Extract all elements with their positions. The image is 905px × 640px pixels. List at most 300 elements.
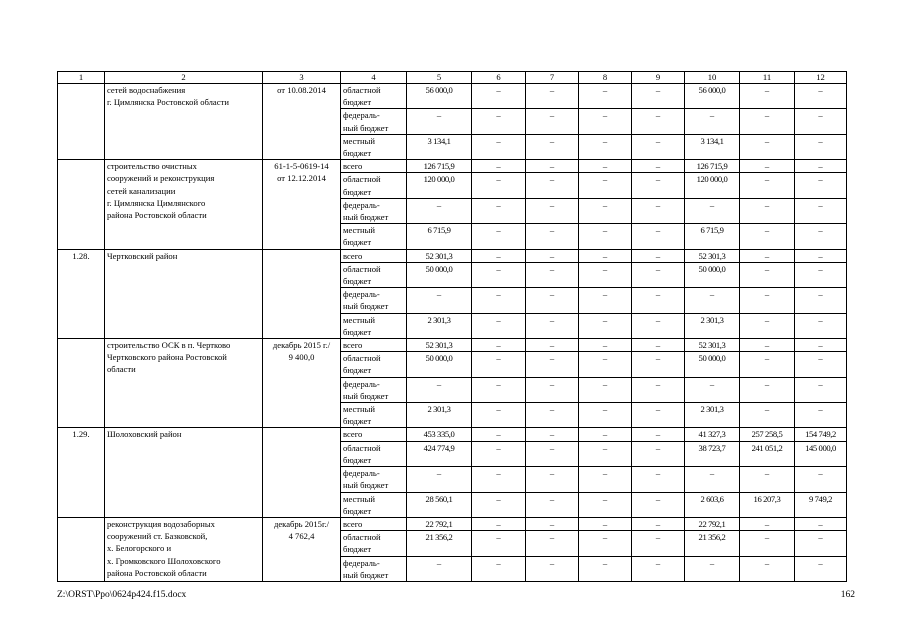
value-cell: – — [579, 84, 632, 109]
item-number-cell — [58, 84, 105, 160]
cell-line: всего — [343, 250, 363, 261]
cell-line: бюджет — [343, 416, 372, 427]
header-cell: 10 — [685, 72, 740, 84]
value-cell: – — [632, 134, 685, 159]
value-cell: – — [795, 339, 847, 352]
value-cell: – — [472, 428, 526, 441]
cell-line: федераль- — [343, 110, 380, 121]
cell-line: района Ростовской области — [107, 567, 207, 578]
cell-line: сооружений ст. Базковской, — [107, 531, 208, 542]
value-cell: 52 301,3 — [685, 249, 740, 262]
value-cell: 21 356,2 — [407, 531, 472, 556]
value-cell: – — [632, 428, 685, 441]
funding-source-cell — [341, 492, 407, 517]
value-cell: – — [579, 403, 632, 428]
value-cell: – — [579, 134, 632, 159]
cell-line: ный бюджет — [343, 122, 389, 133]
object-name-cell — [105, 339, 263, 428]
value-cell: – — [526, 173, 579, 198]
cell-line: ный бюджет — [343, 212, 389, 223]
value-cell: – — [685, 198, 740, 223]
table-body — [58, 72, 847, 582]
cell-line: 61-1-5-0619-14 — [274, 161, 329, 172]
cell-line: всего — [343, 161, 363, 172]
value-cell: – — [472, 249, 526, 262]
cell-line: района Ростовской области — [107, 210, 207, 221]
value-cell: – — [632, 556, 685, 581]
cell-line: всего — [343, 340, 363, 351]
value-cell: – — [740, 109, 795, 134]
value-cell: 6 715,9 — [685, 224, 740, 249]
item-number-cell: 1.28. — [58, 249, 105, 338]
value-cell: 6 715,9 — [407, 224, 472, 249]
value-cell: – — [579, 531, 632, 556]
value-cell: 50 000,0 — [407, 262, 472, 287]
funding-source-cell — [341, 173, 407, 198]
cell-line: областной — [343, 442, 381, 453]
value-cell: – — [526, 339, 579, 352]
document-path: Z:\ORST\Ppo\0624p424.f15.docx — [57, 590, 187, 600]
value-cell: 424 774,9 — [407, 441, 472, 466]
value-cell: – — [579, 441, 632, 466]
header-cell: 11 — [740, 72, 795, 84]
value-cell: – — [407, 467, 472, 492]
funding-source-cell — [341, 160, 407, 173]
value-cell: – — [795, 249, 847, 262]
value-cell: – — [526, 531, 579, 556]
cell-line: декабрь 2015 г./ — [272, 340, 331, 351]
value-cell: – — [795, 313, 847, 338]
cell-line: федераль- — [343, 289, 380, 300]
value-cell: – — [632, 109, 685, 134]
value-cell: 22 792,1 — [407, 517, 472, 530]
funding-source-cell — [341, 313, 407, 338]
value-cell: – — [579, 339, 632, 352]
value-cell: 50 000,0 — [685, 352, 740, 377]
value-cell: – — [632, 352, 685, 377]
value-cell: – — [472, 531, 526, 556]
value-cell: – — [526, 84, 579, 109]
funding-source-cell — [341, 556, 407, 581]
document-cell — [263, 84, 341, 160]
header-cell: 6 — [472, 72, 526, 84]
value-cell: – — [740, 313, 795, 338]
value-cell: – — [526, 441, 579, 466]
value-cell: – — [526, 224, 579, 249]
value-cell: 50 000,0 — [685, 262, 740, 287]
value-cell: – — [795, 403, 847, 428]
cell-line: местный — [343, 493, 376, 504]
cell-line: от 12.12.2014 — [277, 173, 326, 184]
value-cell: – — [579, 224, 632, 249]
value-cell: 52 301,3 — [685, 339, 740, 352]
value-cell: 2 301,3 — [685, 403, 740, 428]
value-cell: – — [579, 467, 632, 492]
cell-line: всего — [343, 429, 363, 440]
cell-line: области — [107, 364, 136, 375]
value-cell: – — [472, 288, 526, 313]
item-number-cell — [58, 517, 105, 581]
cell-line: бюджет — [343, 276, 372, 287]
cell-line: областной — [343, 263, 381, 274]
value-cell: – — [407, 198, 472, 223]
funding-source-cell — [341, 249, 407, 262]
cell-line: г. Цимлянска Ростовской области — [107, 97, 229, 108]
value-cell: – — [740, 556, 795, 581]
value-cell: – — [526, 556, 579, 581]
funding-source-cell — [341, 198, 407, 223]
table-row — [58, 84, 847, 109]
value-cell: – — [632, 339, 685, 352]
cell-line: х. Громковского Шолоховского — [107, 555, 221, 566]
value-cell: 21 356,2 — [685, 531, 740, 556]
value-cell: – — [795, 224, 847, 249]
value-cell: – — [740, 249, 795, 262]
cell-line: бюджет — [343, 365, 372, 376]
value-cell: 38 723,7 — [685, 441, 740, 466]
value-cell: – — [472, 352, 526, 377]
cell-line: ный бюджет — [343, 301, 389, 312]
value-cell: – — [526, 262, 579, 287]
value-cell: – — [579, 556, 632, 581]
cell-line: всего — [343, 518, 363, 529]
value-cell: – — [740, 160, 795, 173]
cell-line: Чертковский район — [107, 250, 178, 261]
header-cell: 9 — [632, 72, 685, 84]
header-cell: 7 — [526, 72, 579, 84]
value-cell: – — [740, 262, 795, 287]
value-cell: – — [472, 313, 526, 338]
value-cell: – — [526, 352, 579, 377]
value-cell: – — [685, 377, 740, 402]
value-cell: – — [740, 288, 795, 313]
document-cell — [263, 249, 341, 338]
value-cell: – — [526, 160, 579, 173]
value-cell: – — [632, 262, 685, 287]
value-cell: – — [740, 352, 795, 377]
value-cell: – — [579, 173, 632, 198]
funding-source-cell — [341, 377, 407, 402]
value-cell: – — [740, 339, 795, 352]
cell-line: федераль- — [343, 199, 380, 210]
value-cell: – — [526, 134, 579, 159]
value-cell: – — [579, 249, 632, 262]
value-cell: – — [579, 313, 632, 338]
object-name-cell — [105, 160, 263, 249]
value-cell: – — [472, 224, 526, 249]
cell-line: федераль- — [343, 468, 380, 479]
value-cell: – — [472, 134, 526, 159]
value-cell: – — [472, 517, 526, 530]
value-cell: – — [795, 198, 847, 223]
value-cell: 257 258,5 — [740, 428, 795, 441]
header-cell: 8 — [579, 72, 632, 84]
cell-line: сооружений и реконструкция — [107, 173, 215, 184]
value-cell: – — [472, 556, 526, 581]
value-cell: 56 000,0 — [685, 84, 740, 109]
value-cell: – — [526, 198, 579, 223]
value-cell: – — [795, 173, 847, 198]
value-cell: – — [632, 313, 685, 338]
table-row — [58, 160, 847, 173]
cell-line: федераль- — [343, 378, 380, 389]
cell-line: сетей водоснабжения — [107, 85, 186, 95]
value-cell: – — [685, 556, 740, 581]
value-cell: – — [579, 160, 632, 173]
value-cell: – — [632, 160, 685, 173]
value-cell: 145 000,0 — [795, 441, 847, 466]
value-cell: – — [795, 262, 847, 287]
value-cell: – — [579, 262, 632, 287]
value-cell: – — [472, 377, 526, 402]
value-cell: – — [795, 84, 847, 109]
funding-source-cell — [341, 467, 407, 492]
value-cell: – — [632, 531, 685, 556]
value-cell: – — [740, 198, 795, 223]
cell-line: Шолоховский район — [107, 429, 182, 440]
value-cell: 28 560,1 — [407, 492, 472, 517]
cell-line: ный бюджет — [343, 390, 389, 401]
value-cell: – — [685, 467, 740, 492]
funding-source-cell — [341, 262, 407, 287]
object-name-cell — [105, 517, 263, 581]
object-name-cell — [105, 428, 263, 517]
value-cell: – — [526, 428, 579, 441]
funding-source-cell — [341, 224, 407, 249]
value-cell: – — [795, 517, 847, 530]
value-cell: – — [579, 492, 632, 517]
value-cell: 2 301,3 — [685, 313, 740, 338]
value-cell: – — [526, 109, 579, 134]
page-number: 162 — [840, 590, 855, 600]
value-cell: – — [407, 288, 472, 313]
value-cell: – — [472, 467, 526, 492]
value-cell: – — [579, 377, 632, 402]
cell-line: бюджет — [343, 237, 372, 248]
value-cell: – — [579, 517, 632, 530]
cell-line: областной — [343, 353, 381, 364]
value-cell: 126 715,9 — [685, 160, 740, 173]
value-cell: – — [795, 288, 847, 313]
value-cell: – — [632, 173, 685, 198]
value-cell: 154 749,2 — [795, 428, 847, 441]
cell-line: бюджет — [343, 97, 372, 108]
cell-line: х. Белогорского и — [107, 543, 172, 554]
value-cell: 16 207,3 — [740, 492, 795, 517]
value-cell: – — [472, 262, 526, 287]
cell-line: реконструкция водозаборных — [107, 518, 215, 529]
value-cell: 120 000,0 — [407, 173, 472, 198]
header-row — [58, 72, 847, 84]
funding-source-cell — [341, 441, 407, 466]
value-cell: – — [526, 249, 579, 262]
object-name-cell — [105, 84, 263, 160]
value-cell: – — [632, 377, 685, 402]
value-cell: – — [632, 288, 685, 313]
cell-line: областной — [343, 174, 381, 185]
value-cell: – — [795, 531, 847, 556]
header-cell: 2 — [105, 72, 263, 84]
cell-line: строительство очистных — [107, 161, 197, 172]
value-cell: – — [740, 377, 795, 402]
funding-source-cell — [341, 84, 407, 109]
cell-line: декабрь 2015г./ — [273, 518, 330, 529]
value-cell: – — [579, 428, 632, 441]
value-cell: – — [740, 517, 795, 530]
cell-line: бюджет — [343, 544, 372, 555]
value-cell: – — [795, 556, 847, 581]
value-cell: – — [579, 198, 632, 223]
value-cell: – — [472, 492, 526, 517]
value-cell: – — [632, 84, 685, 109]
value-cell: – — [795, 467, 847, 492]
value-cell: – — [526, 403, 579, 428]
document-cell — [263, 339, 341, 428]
value-cell: – — [632, 249, 685, 262]
value-cell: – — [740, 134, 795, 159]
value-cell: – — [579, 109, 632, 134]
value-cell: 41 327,3 — [685, 428, 740, 441]
value-cell: 52 301,3 — [407, 249, 472, 262]
value-cell: – — [795, 352, 847, 377]
funding-source-cell — [341, 109, 407, 134]
value-cell: – — [632, 224, 685, 249]
value-cell: 52 301,3 — [407, 339, 472, 352]
value-cell: 50 000,0 — [407, 352, 472, 377]
object-name-cell — [105, 249, 263, 338]
value-cell: – — [526, 313, 579, 338]
value-cell: – — [407, 556, 472, 581]
value-cell: – — [526, 492, 579, 517]
value-cell: – — [526, 377, 579, 402]
value-cell: – — [472, 339, 526, 352]
cell-line: г. Цимлянска Цимлянского — [107, 197, 206, 208]
value-cell: – — [632, 467, 685, 492]
value-cell: 126 715,9 — [407, 160, 472, 173]
value-cell: – — [632, 198, 685, 223]
document-cell — [263, 517, 341, 581]
funding-source-cell — [341, 517, 407, 530]
value-cell: – — [526, 517, 579, 530]
value-cell: – — [795, 134, 847, 159]
cell-line: ный бюджет — [343, 480, 389, 491]
value-cell: – — [472, 173, 526, 198]
cell-line: федераль- — [343, 557, 380, 568]
cell-line: бюджет — [343, 326, 372, 337]
value-cell: – — [740, 84, 795, 109]
header-cell: 4 — [341, 72, 407, 84]
value-cell: – — [472, 198, 526, 223]
table-row — [58, 428, 847, 441]
funding-source-cell — [341, 352, 407, 377]
cell-line: от 10.08.2014 — [277, 85, 326, 95]
value-cell: – — [632, 403, 685, 428]
funding-source-cell — [341, 428, 407, 441]
table-row — [58, 339, 847, 352]
value-cell: – — [472, 403, 526, 428]
cell-line: бюджет — [343, 454, 372, 465]
value-cell: – — [472, 84, 526, 109]
value-cell: – — [740, 173, 795, 198]
value-cell: 120 000,0 — [685, 173, 740, 198]
value-cell: – — [740, 467, 795, 492]
header-cell: 3 — [263, 72, 341, 84]
cell-line: 9 400,0 — [288, 352, 315, 363]
item-number-cell: 1.29. — [58, 428, 105, 517]
cell-line: местный — [343, 314, 376, 325]
cell-line: бюджет — [343, 186, 372, 197]
value-cell: 22 792,1 — [685, 517, 740, 530]
cell-line: 4 762,4 — [288, 531, 315, 542]
value-cell: – — [685, 288, 740, 313]
budget-table — [57, 71, 847, 582]
value-cell: 453 335,0 — [407, 428, 472, 441]
item-number-cell — [58, 160, 105, 249]
cell-line: бюджет — [343, 148, 372, 159]
value-cell: – — [795, 160, 847, 173]
cell-line: областной — [343, 532, 381, 543]
value-cell: – — [632, 517, 685, 530]
value-cell: 2 301,3 — [407, 313, 472, 338]
funding-source-cell — [341, 403, 407, 428]
cell-line: бюджет — [343, 505, 372, 516]
table-row — [58, 249, 847, 262]
value-cell: 2 301,3 — [407, 403, 472, 428]
value-cell: – — [407, 109, 472, 134]
header-cell: 1 — [58, 72, 105, 84]
value-cell: 2 603,6 — [685, 492, 740, 517]
value-cell: 9 749,2 — [795, 492, 847, 517]
cell-line: сетей канализации — [107, 185, 176, 196]
funding-source-cell — [341, 531, 407, 556]
value-cell: – — [795, 109, 847, 134]
header-cell: 12 — [795, 72, 847, 84]
value-cell: – — [795, 377, 847, 402]
header-cell: 5 — [407, 72, 472, 84]
funding-source-cell — [341, 134, 407, 159]
value-cell: – — [472, 109, 526, 134]
cell-line: Чертковского района Ростовской — [107, 352, 227, 363]
funding-source-cell — [341, 339, 407, 352]
table-row — [58, 517, 847, 530]
cell-line: местный — [343, 225, 376, 236]
value-cell: – — [740, 403, 795, 428]
value-cell: – — [632, 441, 685, 466]
funding-source-cell — [341, 288, 407, 313]
value-cell: – — [740, 531, 795, 556]
value-cell: 3 134,1 — [685, 134, 740, 159]
value-cell: – — [579, 288, 632, 313]
value-cell: – — [740, 224, 795, 249]
document-cell — [263, 160, 341, 249]
value-cell: – — [579, 352, 632, 377]
value-cell: – — [472, 441, 526, 466]
value-cell: – — [526, 288, 579, 313]
cell-line: местный — [343, 135, 376, 146]
value-cell: – — [407, 377, 472, 402]
value-cell: – — [526, 467, 579, 492]
cell-line: строительство ОСК в п. Чертково — [107, 340, 231, 351]
value-cell: – — [685, 109, 740, 134]
cell-line: местный — [343, 404, 376, 415]
value-cell: 3 134,1 — [407, 134, 472, 159]
value-cell: – — [472, 160, 526, 173]
item-number-cell — [58, 339, 105, 428]
cell-line: областной — [343, 85, 381, 95]
value-cell: – — [632, 492, 685, 517]
value-cell: 241 051,2 — [740, 441, 795, 466]
cell-line: ный бюджет — [343, 569, 389, 580]
